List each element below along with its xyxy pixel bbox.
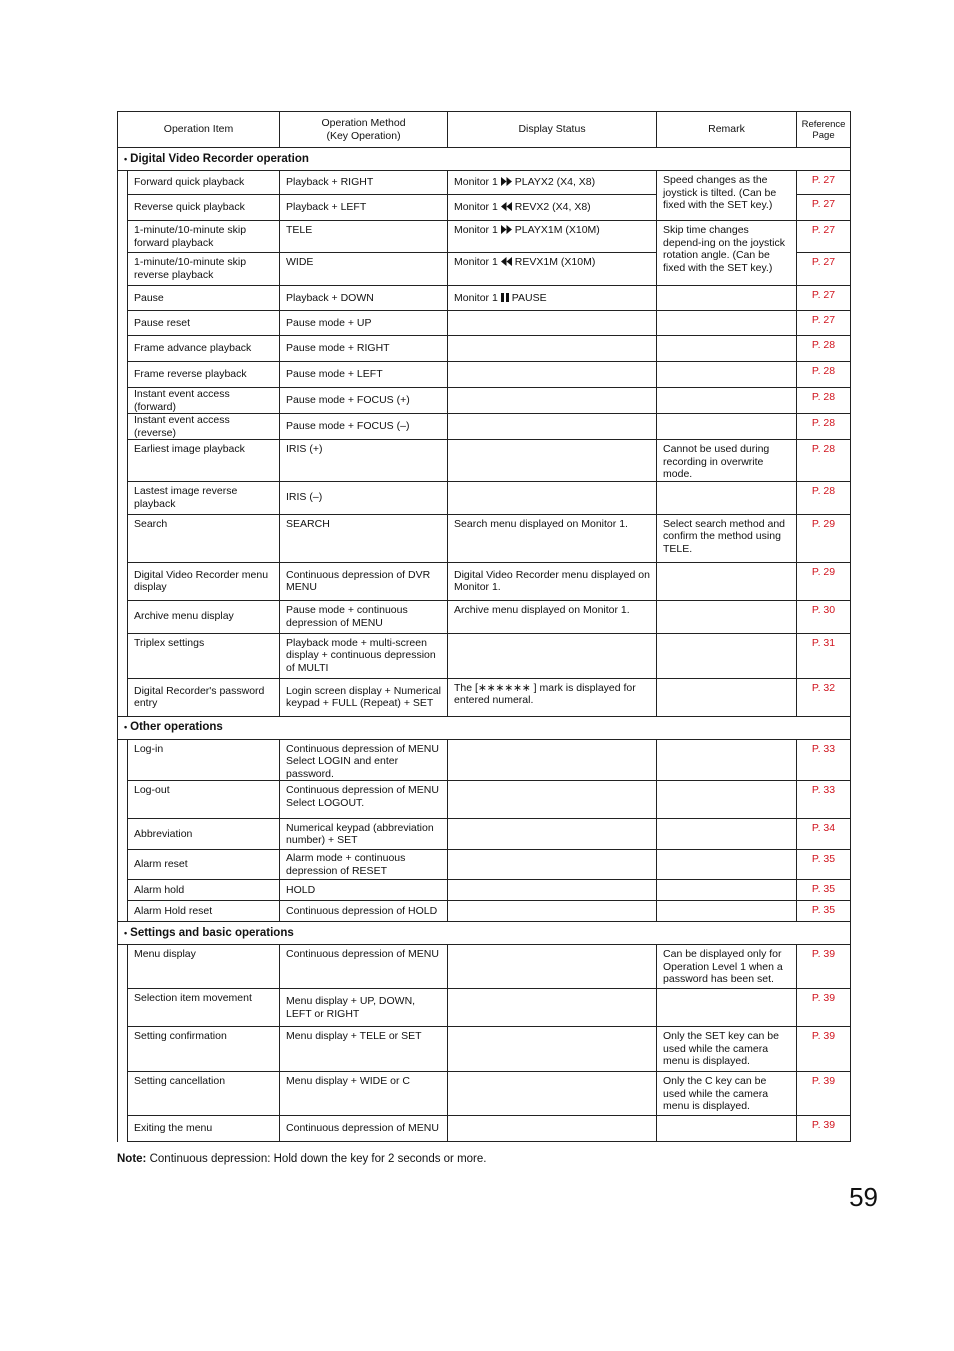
display-status: Monitor 1 PLAYX2 (X4, X8) [448,171,657,195]
remark: Can be displayed only for Operation Level 1 when a password has been set. [657,945,797,989]
operation-method: WIDE [280,253,448,286]
display-status [448,739,657,781]
table-row [118,221,851,253]
operation-item: Menu display [128,945,280,989]
reference-page: P. 27 [797,221,851,253]
reference-page: P. 27 [797,286,851,311]
rewind-icon [501,257,512,266]
remark [657,1116,797,1142]
header-remark: Remark [657,112,797,148]
fast-forward-icon [501,225,512,234]
operation-method: IRIS (+) [280,440,448,482]
remark [657,336,797,362]
display-status [448,945,657,989]
display-status: Monitor 1 PLAYX1M (X10M) [448,221,657,253]
reference-page: P. 35 [797,880,851,901]
table-row [118,600,851,633]
remark [657,633,797,678]
operation-item: Alarm Hold reset [128,901,280,922]
reference-page: P. 34 [797,819,851,850]
operation-item: Earliest image playback [128,440,280,482]
reference-page: P. 28 [797,336,851,362]
operation-item: Alarm reset [128,850,280,880]
display-status [448,440,657,482]
table-row [118,388,851,414]
header-row [118,112,851,148]
reference-page: P. 28 [797,481,851,514]
remark [657,880,797,901]
note-label: Note: [117,1153,147,1165]
note-text: Continuous depression: Hold down the key for 2 seconds or more. [149,1153,487,1165]
pause-icon [501,293,509,302]
operation-method: HOLD [280,880,448,901]
reference-page: P. 39 [797,945,851,989]
remark [657,781,797,819]
operation-method: SEARCH [280,514,448,562]
reference-page: P. 39 [797,1116,851,1142]
remark [657,362,797,388]
reference-page: P. 33 [797,781,851,819]
reference-page: P. 27 [797,311,851,336]
table-row [118,311,851,336]
table-row [118,336,851,362]
reference-page: P. 39 [797,1072,851,1116]
table-row [118,481,851,514]
operation-method: Menu display + TELE or SET [280,1027,448,1072]
remark [657,989,797,1027]
reference-page: P. 32 [797,678,851,716]
operation-method: Continuous depression of DVR MENU [280,562,448,600]
section-gutter [118,739,128,922]
display-status [448,414,657,440]
operation-method: Login screen display + Numerical keypad + FULL (Repeat) + SET [280,678,448,716]
display-status [448,901,657,922]
table-row [118,286,851,311]
operation-method: Continuous depression of MENU [280,945,448,989]
remark [657,600,797,633]
display-status [448,819,657,850]
reference-page: P. 28 [797,414,851,440]
reference-page: P. 29 [797,562,851,600]
operation-method: Playback + LEFT [280,195,448,221]
header-operation-method: Operation Method (Key Operation) [280,112,448,148]
display-status: Search menu displayed on Monitor 1. [448,514,657,562]
header-reference-page: Reference Page [797,112,851,148]
display-status: Digital Video Recorder menu displayed on Monitor 1. [448,562,657,600]
operation-method: Pause mode + FOCUS (+) [280,388,448,414]
remark: Select search method and confirm the method using TELE. [657,514,797,562]
reference-page: P. 28 [797,388,851,414]
operation-item: Forward quick playback [128,171,280,195]
display-status: The [∗∗∗∗∗∗ ] mark is displayed for entered numeral. [448,678,657,716]
table-row [118,901,851,922]
operation-item: Frame reverse playback [128,362,280,388]
remark: Cannot be used during recording in overwrite mode. [657,440,797,482]
operation-item: Search [128,514,280,562]
operation-method: Menu display + WIDE or C [280,1072,448,1116]
fast-forward-icon [501,177,512,186]
operation-item: Archive menu display [128,600,280,633]
operation-item: Setting cancellation [128,1072,280,1116]
table-row [118,1027,851,1072]
remark: Only the SET key can be used while the camera menu is displayed. [657,1027,797,1072]
table-row [118,1116,851,1142]
operation-item: Log-out [128,781,280,819]
reference-page: P. 29 [797,514,851,562]
reference-page: P. 31 [797,633,851,678]
operation-method: Continuous depression of HOLD [280,901,448,922]
operation-item: Log-in [128,739,280,781]
operation-item: 1-minute/10-minute skip reverse playback [128,253,280,286]
remark [657,739,797,781]
section-gutter [118,171,128,717]
operation-item: Alarm hold [128,880,280,901]
remark [657,311,797,336]
reference-page: P. 30 [797,600,851,633]
remark: Speed changes as the joystick is tilted. (Can be fixed with the SET key.) [657,171,797,221]
operation-method: Pause mode + FOCUS (–) [280,414,448,440]
operation-method: Continuous depression of MENU Select LOGIN and enter password. [280,739,448,781]
remark [657,562,797,600]
operation-item: Digital Recorder's password entry [128,678,280,716]
remark [657,388,797,414]
operation-method: Menu display + UP, DOWN, LEFT or RIGHT [280,989,448,1027]
display-status [448,633,657,678]
operation-item: Digital Video Recorder menu display [128,562,280,600]
operation-method: Pause mode + continuous depression of MENU [280,600,448,633]
display-status [448,989,657,1027]
header-operation-item: Operation Item [118,112,280,148]
table-row [118,945,851,989]
operation-method: Continuous depression of MENU [280,1116,448,1142]
remark [657,414,797,440]
operation-item: Setting confirmation [128,1027,280,1072]
display-status: Archive menu displayed on Monitor 1. [448,600,657,633]
display-status [448,388,657,414]
table-row [118,362,851,388]
operations-table [117,111,851,1142]
operation-method: Pause mode + RIGHT [280,336,448,362]
table-row [118,514,851,562]
operation-method: Playback + DOWN [280,286,448,311]
table-row [118,440,851,482]
operation-item: Pause [128,286,280,311]
display-status: Monitor 1 REVX1M (X10M) [448,253,657,286]
display-status: Monitor 1 REVX2 (X4, X8) [448,195,657,221]
table-row [118,633,851,678]
reference-page: P. 39 [797,1027,851,1072]
operation-method: Playback mode + multi-screen display + continuous depression of MULTI [280,633,448,678]
display-status [448,311,657,336]
reference-page: P. 27 [797,253,851,286]
operation-method: Pause mode + UP [280,311,448,336]
operation-method: TELE [280,221,448,253]
header-display-status: Display Status [448,112,657,148]
remark [657,850,797,880]
section-gutter [118,945,128,1142]
table-row [118,414,851,440]
reference-page: P. 28 [797,362,851,388]
remark: Skip time changes depend-ing on the joystick rotation angle. (Can be fixed with the SET key.) [657,221,797,286]
remark [657,819,797,850]
table-row [118,880,851,901]
operation-method: Alarm mode + continuous depression of RESET [280,850,448,880]
remark: Only the C key can be used while the camera menu is displayed. [657,1072,797,1116]
section-heading-other: • Other operations [118,716,851,739]
display-status [448,1027,657,1072]
operation-method: Continuous depression of MENU Select LOGOUT. [280,781,448,819]
operation-method: Numerical keypad (abbreviation number) + SET [280,819,448,850]
operation-method: IRIS (–) [280,481,448,514]
operation-item: Exiting the menu [128,1116,280,1142]
display-status [448,481,657,514]
operation-method: Playback + RIGHT [280,171,448,195]
reference-page: P. 27 [797,195,851,221]
table-row [118,781,851,819]
remark [657,481,797,514]
section-heading-settings: • Settings and basic operations [118,922,851,945]
reference-page: P. 35 [797,850,851,880]
display-status [448,336,657,362]
display-status [448,850,657,880]
reference-page: P. 33 [797,739,851,781]
table-row [118,989,851,1027]
table-row [118,678,851,716]
table-row [118,850,851,880]
operation-method: Pause mode + LEFT [280,362,448,388]
table-row [118,819,851,850]
reference-page: P. 27 [797,171,851,195]
page-number: 59 [849,1182,878,1212]
rewind-icon [501,202,512,211]
display-status [448,880,657,901]
remark [657,286,797,311]
table-row [118,171,851,195]
display-status [448,781,657,819]
operation-item: Selection item movement [128,989,280,1027]
operation-item: 1-minute/10-minute skip forward playback [128,221,280,253]
operation-item: Instant event access (reverse) [128,414,280,440]
footnote [117,1153,486,1165]
table-row [118,562,851,600]
table-row [118,1072,851,1116]
operation-item: Reverse quick playback [128,195,280,221]
operation-item: Instant event access (forward) [128,388,280,414]
operation-item: Frame advance playback [128,336,280,362]
operation-item: Triplex settings [128,633,280,678]
operation-item: Abbreviation [128,819,280,850]
display-status [448,1072,657,1116]
operation-item: Lastest image reverse playback [128,481,280,514]
reference-page: P. 39 [797,989,851,1027]
display-status: Monitor 1 PAUSE [448,286,657,311]
display-status [448,1116,657,1142]
reference-page: P. 28 [797,440,851,482]
reference-page: P. 35 [797,901,851,922]
operation-item: Pause reset [128,311,280,336]
remark [657,678,797,716]
remark [657,901,797,922]
display-status [448,362,657,388]
table-row [118,739,851,781]
section-heading-dvr: • Digital Video Recorder operation [118,148,851,171]
